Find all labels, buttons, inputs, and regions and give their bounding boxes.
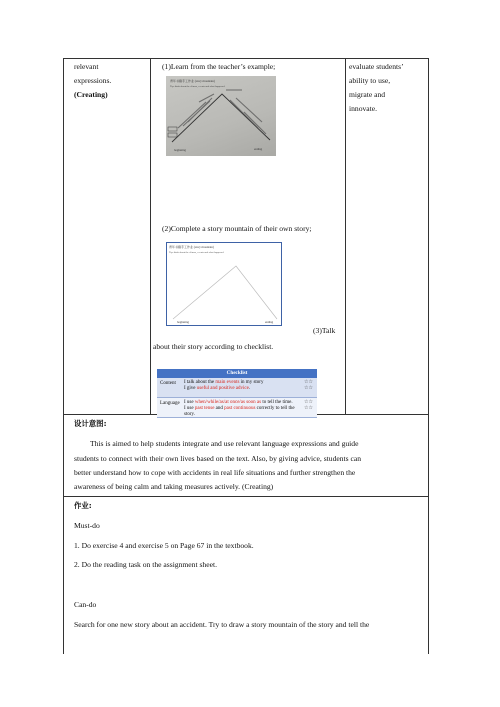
- left-bold-label: (Creating): [74, 90, 108, 99]
- homework-item-1: 1. Do exercise 4 and exercise 5 on Page 67 in the textbook.: [74, 541, 254, 550]
- rating-stars: ☆☆ ☆☆: [304, 380, 313, 391]
- checklist-row-text: I talk about the main events in my story I give useful and positive advice.: [184, 380, 264, 391]
- checklist-row-text: I use when/while/as/at once/as soon as to tell the time. I use past tense and past continuous correctly to tell the story.: [184, 400, 295, 417]
- design-line: This is aimed to help students integrate and use relevant language expressions and guide: [90, 439, 359, 448]
- right-text-line: innovate.: [349, 104, 378, 113]
- worksheet-header: 青年书籍手工作业 (story mountain): [169, 245, 214, 249]
- right-text-line: ability to use,: [349, 76, 391, 85]
- step-2-text: (2)Complete a story mountain of their own story;: [162, 224, 312, 233]
- design-line: better understand how to cope with accidents in real life situations and further strengthen the: [74, 468, 356, 477]
- checklist-row-language: [157, 398, 317, 418]
- design-heading: 设计意图:: [74, 419, 107, 428]
- story-mountain-worksheet: [166, 242, 282, 326]
- worksheet-subheader: Tip: think about the climax, events and what happened: [169, 251, 224, 254]
- worksheet-beginning-label: beginning: [177, 320, 189, 324]
- right-text-line: evaluate students’: [349, 62, 404, 71]
- checklist-row-label: Language: [160, 401, 180, 406]
- checklist-title: Checklist: [157, 369, 317, 378]
- can-do-text: Search for one new story about an accident. Try to draw a story mountain of the story and tell the: [74, 620, 370, 629]
- design-line: students to connect with their own lives based on the text. Also, by giving advice, students can: [74, 454, 362, 463]
- story-mountain-photo-drawing: [166, 76, 276, 156]
- step-3-text-a: (3)Talk: [313, 326, 336, 335]
- photo-ending-label: ending: [254, 147, 263, 151]
- story-mountain-photo: [166, 76, 276, 156]
- worksheet-ending-label: ending: [265, 320, 274, 324]
- checklist-row-label: Content: [160, 381, 176, 386]
- can-do-label: Can-do: [74, 600, 97, 609]
- photo-subheader: Tip: think about the climax, events and what happened: [170, 85, 225, 88]
- checklist-row-content: [157, 378, 317, 398]
- homework-item-2: 2. Do the reading task on the assignment sheet.: [74, 560, 217, 569]
- checklist-table: [157, 369, 317, 417]
- step-1-text: (1)Learn from the teacher’s example;: [162, 62, 276, 71]
- worksheet-drawing: [167, 243, 280, 324]
- rating-stars: ☆☆ ☆☆: [304, 400, 313, 411]
- photo-header: 青年书籍手工作业 (story mountain): [170, 79, 215, 83]
- homework-heading: 作业:: [74, 501, 92, 510]
- step-3-text-b: about their story according to checklist.: [153, 342, 274, 351]
- must-do-label: Must-do: [74, 521, 100, 530]
- handwriting-marks: [178, 90, 266, 134]
- design-line: awareness of being calm and taking measures actively. (Creating): [74, 482, 274, 491]
- right-text-line: migrate and: [349, 90, 386, 99]
- left-text-line: relevant: [74, 62, 99, 71]
- left-text-line: expressions.: [74, 76, 112, 85]
- photo-beginning-label: beginning: [174, 148, 186, 152]
